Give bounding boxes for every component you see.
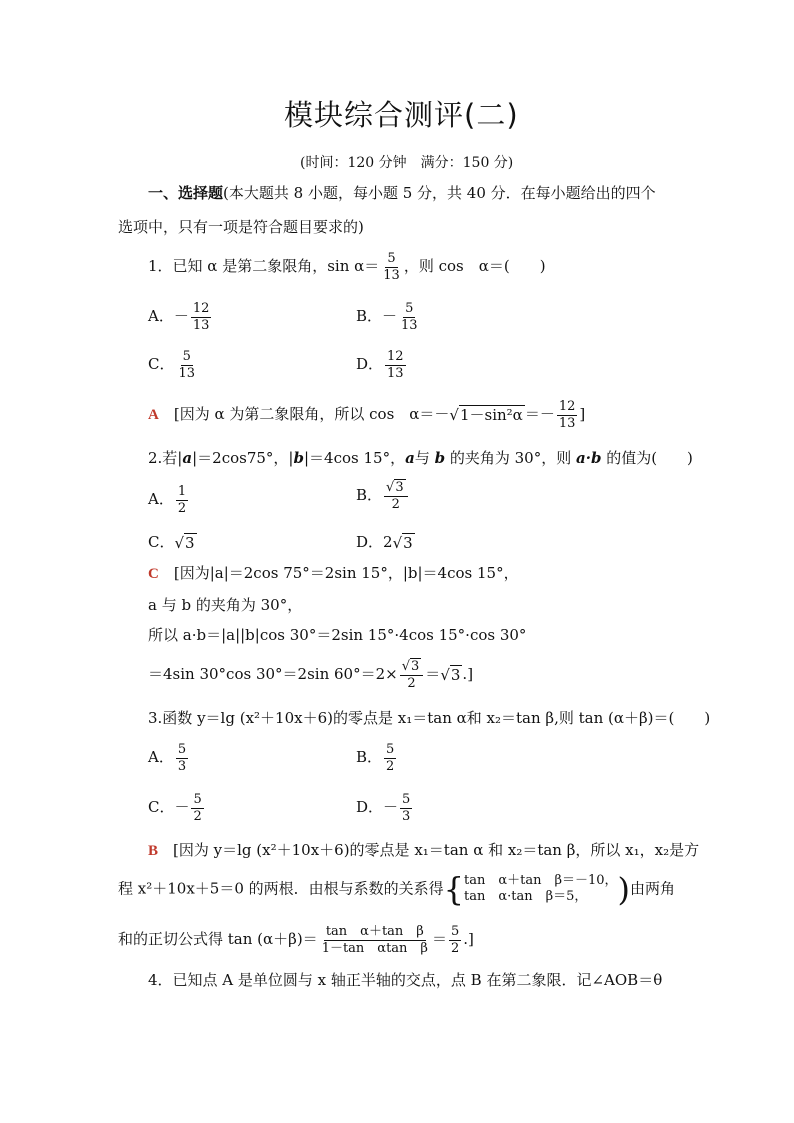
page-title: 模块综合测评(二) xyxy=(284,98,519,132)
q3-answer-line-2: 程 x²＋10x＋5＝0 的两根．由根与系数的关系得{ tan α＋tan β＝－10， tan α·tan β＝5， )由两角 xyxy=(118,870,676,909)
q3-answer-line-3: 和的正切公式得 tan (α＋β)＝ $\frac{\text{tan α＋tan β}}{\text{1－tan αtan β}}$ ＝ $\frac{5}{2}$ .] xyxy=(118,924,474,956)
q2-option-a: A． $\frac{1}{2}$ xyxy=(148,484,187,516)
answer-letter: B xyxy=(148,843,159,859)
answer-letter: C xyxy=(148,566,159,582)
q2-option-c: C．√3 xyxy=(148,533,195,552)
q1-option-d: D． $\frac{12}{13}$ xyxy=(356,349,404,381)
answer-letter: A xyxy=(148,407,159,424)
q2-answer-line-4: ＝4sin 30°cos 30°＝2sin 60°＝2× $\frac{√3}{2}$ ＝√3 .] xyxy=(148,659,474,691)
q3-option-c: C．－ $\frac{5}{2}$ xyxy=(148,792,202,824)
q3-option-b: B． $\frac{5}{2}$ xyxy=(356,742,395,774)
section-label: 一、选择题 xyxy=(148,184,224,202)
section-heading xyxy=(148,186,656,201)
q2-answer-line-1: C [因为|a|＝2cos 75°＝2sin 15°，|b|＝4cos 15°， xyxy=(148,564,519,582)
page-subtitle: (时间：120 分钟 满分：150 分) xyxy=(300,155,514,171)
q3-answer-line-1: B [因为 y＝lg (x²＋10x＋6)的零点是 x₁＝tan α 和 x₂＝tan β，所以 x₁，x₂是方 xyxy=(148,841,700,859)
q2-option-d: D．2√3 xyxy=(356,533,413,552)
q3-option-d: D．－ $\frac{5}{3}$ xyxy=(356,792,411,824)
question-2-stem: 2.若|a|＝2cos75°，|b|＝4cos 15°，a与 b 的夹角为 30°，则 a·b 的值为( ) xyxy=(148,449,693,467)
section-desc-2: 选项中，只有一项是符合题目要求的) xyxy=(118,218,364,236)
question-1-stem: 1．已知 α 是第二象限角，sin α＝ $\frac{5}{13}$ ，则 cos α＝( ) xyxy=(148,251,546,283)
q3-option-a: A． $\frac{5}{3}$ xyxy=(148,742,187,774)
q1-option-a: A．－ $\frac{12}{13}$ xyxy=(148,301,210,333)
q1-option-b: B．－ $\frac{5}{13}$ xyxy=(356,301,418,333)
q1-answer: A [因为 α 为第二象限角，所以 cos α＝－√1－sin²α ＝－ $\frac{12}{13}$ ] xyxy=(148,399,586,431)
q2-option-b: B． $\frac{√3}{2}$ xyxy=(356,481,410,511)
q2-answer-line-2: a 与 b 的夹角为 30°， xyxy=(148,596,303,614)
question-3-stem: 3.函数 y＝lg (x²＋10x＋6)的零点是 x₁＝tan α和 x₂＝tan β,则 tan (α＋β)＝( ) xyxy=(148,709,711,727)
fraction: $\frac{5}{13}$ xyxy=(383,251,400,283)
q1-option-c: C． $\frac{5}{13}$ xyxy=(148,349,196,381)
section-desc-1: (本大题共 8 小题，每小题 5 分，共 40 分．在每小题给出的四个 xyxy=(223,184,656,202)
q2-answer-line-3: 所以 a·b＝|a||b|cos 30°＝2sin 15°·4cos 15°·cos 30° xyxy=(148,626,527,644)
question-4-stem: 4．已知点 A 是单位圆与 x 轴正半轴的交点，点 B 在第二象限．记∠AOB＝θ xyxy=(148,971,663,989)
